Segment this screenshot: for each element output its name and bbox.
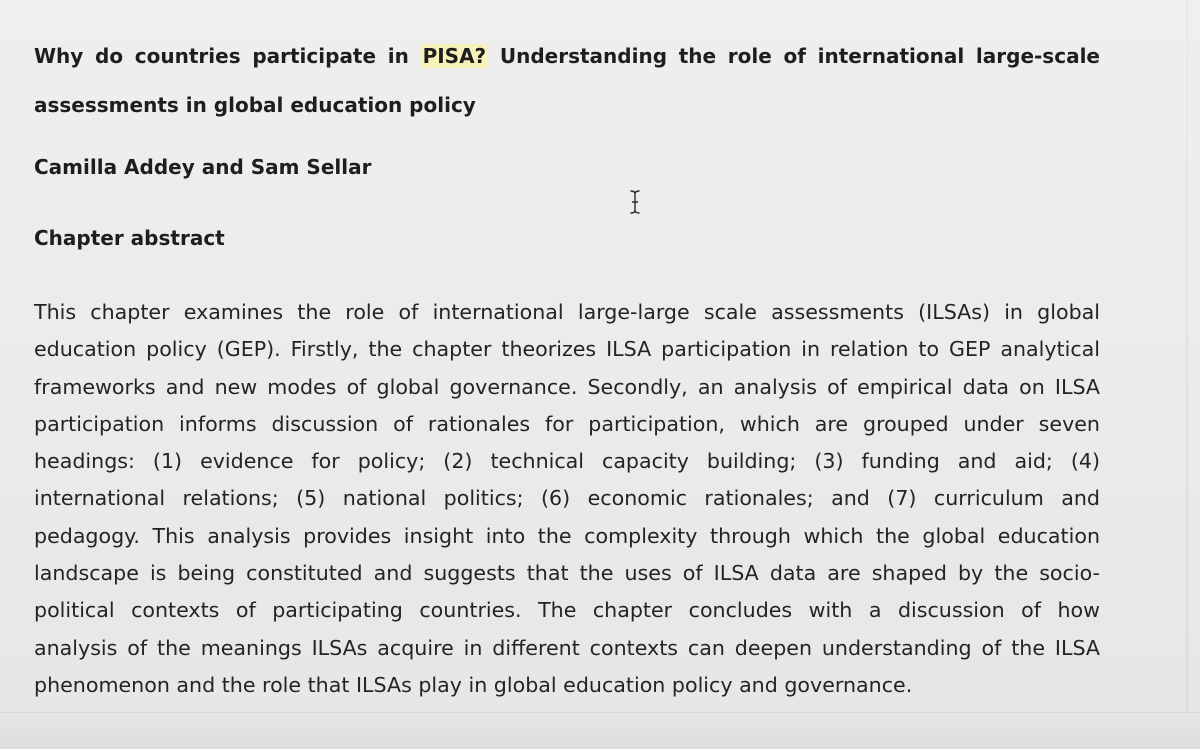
abstract-line: participation informs discussion of rationales for participation, which are grouped under seven [34,411,1100,436]
title-line-2: assessments in global education policy [34,93,476,117]
abstract-line: analysis of the meanings ILSAs acquire in different contexts can deepen understanding of the ILSA [34,635,1100,660]
text-cursor-icon [628,189,642,215]
abstract-line: education policy (GEP). Firstly, the chapter theorizes ILSA participation in relation to GEP analytical [34,337,1100,362]
abstract-paragraph [34,294,1100,704]
authors: Camilla Addey and Sam Sellar [34,155,372,179]
abstract-line: headings: (1) evidence for policy; (2) technical capacity building; (3) funding and aid; (4) [34,449,1100,474]
page-bottom-edge [0,712,1200,749]
abstract-line: political contexts of participating countries. The chapter concludes with a discussion of how [34,598,1100,623]
document-title [34,32,1100,130]
section-heading: Chapter abstract [34,226,225,250]
abstract-line: frameworks and new modes of global governance. Secondly, an analysis of empirical data on ILSA [34,374,1100,399]
abstract-line: phenomenon and the role that ILSAs play in global education policy and governance. [34,672,913,697]
abstract-line: landscape is being constituted and suggests that the uses of ILSA data are shaped by the socio- [34,561,1100,586]
page-edge [1186,0,1188,712]
abstract-line: international relations; (5) national politics; (6) economic rationales; and (7) curriculum and [34,486,1100,511]
title-text-end: Understanding the role of international large-scale [488,44,1100,68]
title-line-1 [34,32,1100,81]
title-highlight: PISA? [422,44,487,68]
title-text-start: Why do countries participate in [34,44,421,68]
abstract-line: This chapter examines the role of international large-large scale assessments (ILSAs) in global [34,300,1100,324]
abstract-line: pedagogy. This analysis provides insight into the complexity through which the global education [34,523,1100,548]
